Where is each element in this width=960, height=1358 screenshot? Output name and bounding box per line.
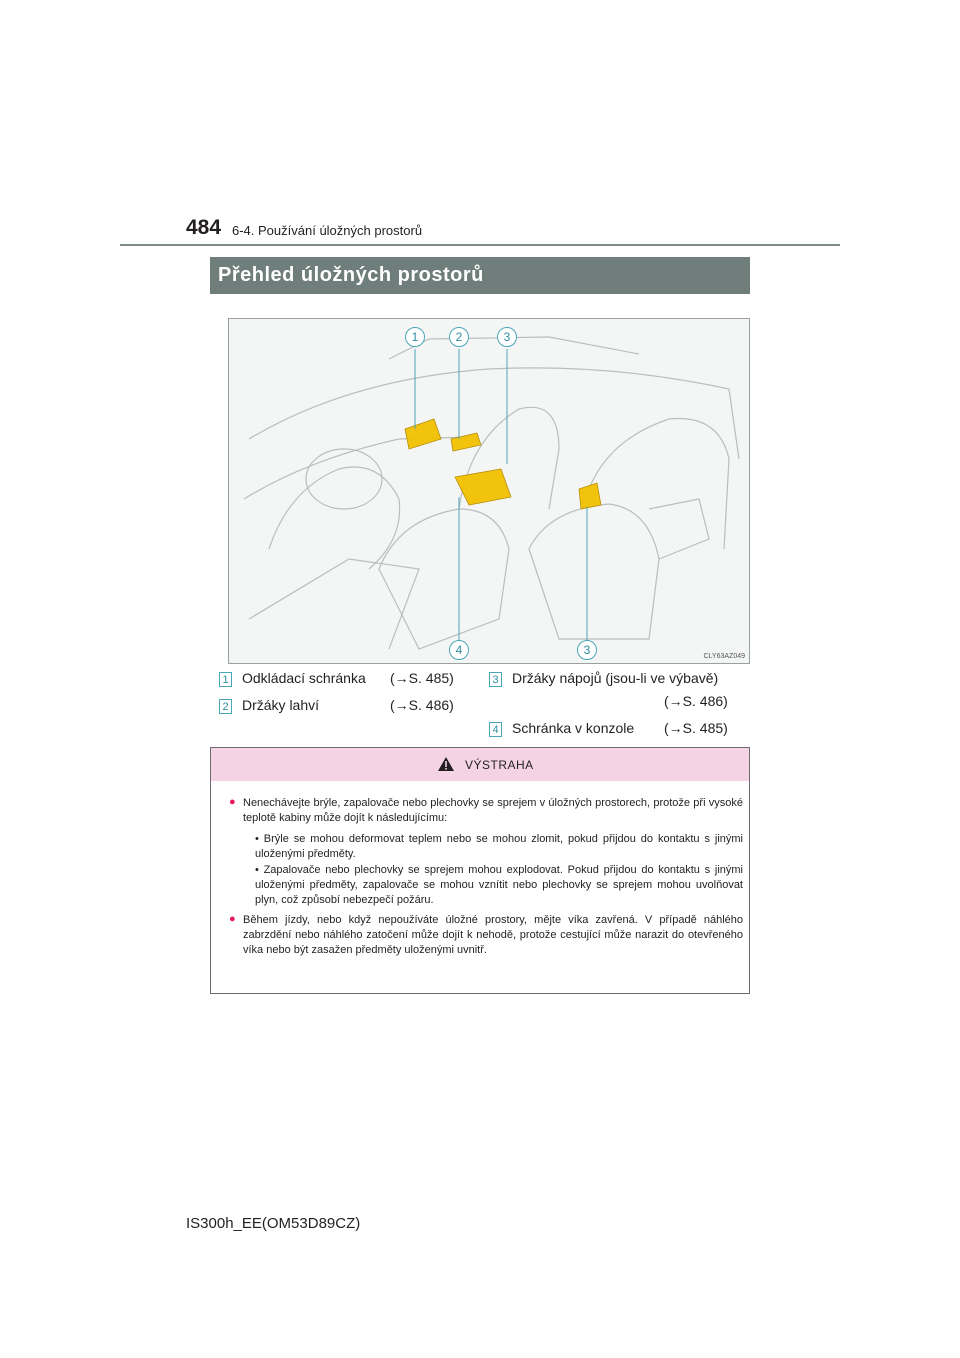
legend-num-1: 1 xyxy=(219,672,232,687)
legend-num-4: 4 xyxy=(489,722,502,737)
callout-4: 4 xyxy=(449,640,469,660)
legend-ref-3: (→S. 486) xyxy=(664,693,728,709)
warning-item-1: Nenechávejte brýle, zapalovače nebo plechovky se sprejem v úložných prostorech, protože při vysoké teplotě kabiny může dojít k následujícímu: xyxy=(243,797,743,824)
legend-label-2: Držáky lahví xyxy=(242,697,320,713)
warning-bullet-1: ● xyxy=(229,796,236,808)
page-number: 484 xyxy=(186,216,222,239)
legend-ref-4: (→S. 485) xyxy=(664,720,728,736)
legend-label-4: Schránka v konzole xyxy=(512,720,635,736)
warning-box xyxy=(210,747,750,994)
callout-3-top: 3 xyxy=(497,327,517,347)
warning-subitem-2: • Zapalovače nebo plechovky se sprejem mohou explodovat. Pokud přijdou do kontaktu s jinými uloženými předměty, zapalovače se mohou vznítit nebo plechovky se sprejem mohou uvolňovat plyn, což způsobí nebezpečí požáru. xyxy=(255,864,743,906)
highlighted-storage xyxy=(405,419,601,509)
legend-num-3: 3 xyxy=(489,672,502,687)
car-interior-illustration xyxy=(228,318,750,664)
legend-ref-1: (→S. 485) xyxy=(390,670,454,686)
callout-3-bottom: 3 xyxy=(577,640,597,660)
legend-label-1: Odkládací schránka xyxy=(242,670,366,686)
warning-triangle-icon xyxy=(437,756,455,772)
callout-1: 1 xyxy=(405,327,425,347)
footer-model-code: IS300h_EE(OM53D89CZ) xyxy=(186,1215,361,1232)
warning-title: VÝSTRAHA xyxy=(465,758,534,772)
warning-header xyxy=(211,748,749,781)
legend-num-2: 2 xyxy=(219,699,232,714)
warning-item-2: Během jízdy, nebo když nepoužíváte úložné prostory, mějte víka zavřená. V případě náhlého zabrzdění nebo náhlého zatočení může dojít k nehodě, protože cestující může narazit do otevřeného víka nebo být zasažen předměty uloženými uvnitř. xyxy=(243,914,743,956)
chapter-title: 6-4. Používání úložných prostorů xyxy=(232,223,423,238)
interior-drawing xyxy=(229,319,750,664)
callout-2: 2 xyxy=(449,327,469,347)
warning-bullet-2: ● xyxy=(229,913,236,925)
figure-code: CLY63AZ049 xyxy=(703,653,745,660)
legend-ref-2: (→S. 486) xyxy=(390,697,454,713)
legend-label-3: Držáky nápojů (jsou-li ve výbavě) xyxy=(512,670,719,686)
section-title: Přehled úložných prostorů xyxy=(210,257,750,294)
header-rule xyxy=(120,244,840,246)
warning-subitem-1: • Brýle se mohou deformovat teplem nebo se mohou zlomit, pokud přijdou do kontaktu s jinými uloženými předměty. xyxy=(255,833,743,860)
